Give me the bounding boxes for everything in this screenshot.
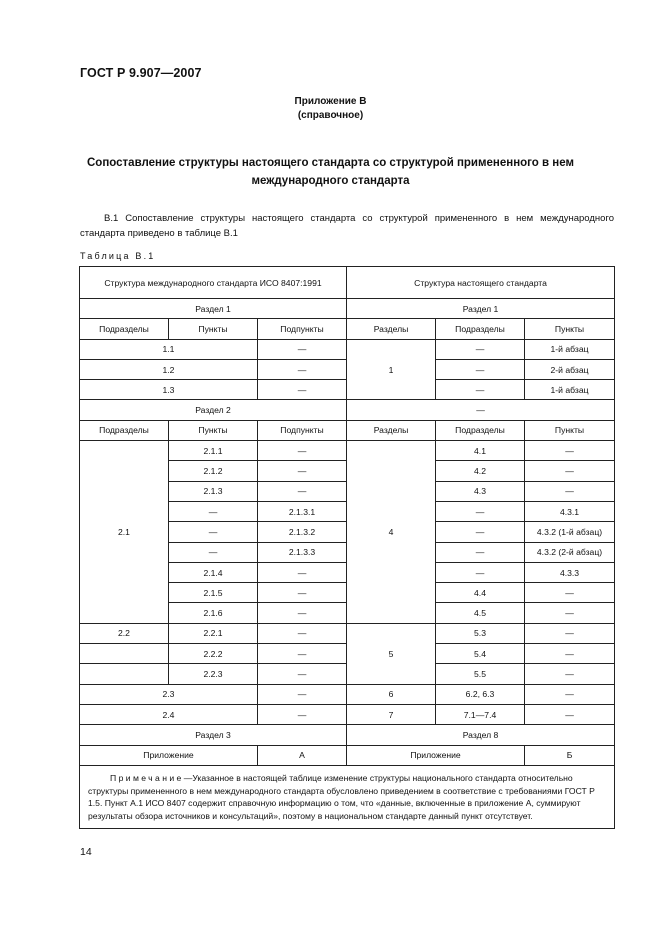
- cell: —: [258, 441, 347, 461]
- col-header: Подразделы: [436, 420, 525, 440]
- cell: —: [525, 644, 615, 664]
- cell: —: [525, 441, 615, 461]
- cell: —: [436, 562, 525, 582]
- cell: 5.3: [436, 623, 525, 643]
- table-row: [80, 745, 615, 765]
- col-header: Пункты: [525, 420, 615, 440]
- cell: 6: [347, 684, 436, 704]
- cell: 1.3: [80, 380, 258, 400]
- cell: 4.5: [436, 603, 525, 623]
- cell: —: [169, 542, 258, 562]
- cell: А: [258, 745, 347, 765]
- cell: —: [525, 623, 615, 643]
- col-header: Подразделы: [80, 420, 169, 440]
- appendix-subtitle: (справочное): [297, 110, 364, 121]
- col-header: Подразделы: [436, 319, 525, 339]
- cell: —: [258, 684, 347, 704]
- cell: 5.4: [436, 644, 525, 664]
- cell: —: [169, 522, 258, 542]
- comparison-table: [79, 266, 615, 829]
- cell: 2.1.6: [169, 603, 258, 623]
- cell: 4.4: [436, 583, 525, 603]
- table-row: [80, 684, 615, 704]
- cell: Б: [525, 745, 615, 765]
- col-header: Пункты: [525, 319, 615, 339]
- note-title: Примечание: [110, 772, 184, 783]
- cell: —: [258, 583, 347, 603]
- nat-section-1: Раздел 1: [347, 299, 615, 319]
- cell: —: [258, 664, 347, 684]
- note-text: —Указанное в настоящей таблице изменение структуры национального стандарта относительно структуры примененного в нем международного стандарта обусловлено приведением в соответствие с требованиями ГОСТ Р 1.5. Пункт А.1 ИСО 8407 содержит справочную информацию о том, что «данные, включенные в приложение А, суммируют результаты обзора источников и консультаций», поэтому в национальном стандарте данный пункт отсутствует.: [88, 772, 595, 822]
- cell: 6.2, 6.3: [436, 684, 525, 704]
- cell: 2.3: [80, 684, 258, 704]
- cell: 5: [347, 623, 436, 684]
- cell: 2.1.1: [169, 441, 258, 461]
- iso-section-1: Раздел 1: [80, 299, 347, 319]
- cell: —: [258, 562, 347, 582]
- page-number: 14: [80, 846, 92, 858]
- col-header: Пункты: [169, 420, 258, 440]
- header-iso: Структура международного стандарта ИСО 8407:1991: [80, 267, 347, 299]
- cell: 2-й абзац: [525, 359, 615, 379]
- cell: 2.1: [80, 441, 169, 624]
- cell: —: [258, 339, 347, 359]
- table-row: [80, 704, 615, 724]
- intro-paragraph: [80, 211, 614, 241]
- cell: —: [525, 481, 615, 501]
- cell: —: [525, 684, 615, 704]
- section-heading-line2: международного стандарта: [251, 175, 410, 187]
- header-national: Структура настоящего стандарта: [347, 267, 615, 299]
- cell: 2.2.3: [169, 664, 258, 684]
- cell: 4.3.1: [525, 501, 615, 521]
- table-label: Таблица В.1: [80, 251, 156, 261]
- section-heading-line1: Сопоставление структуры настоящего стандарта со структурой примененного в нем: [87, 157, 574, 169]
- cell: 4.3.2 (1-й абзац): [525, 522, 615, 542]
- cell: —: [258, 380, 347, 400]
- cell: —: [436, 522, 525, 542]
- col-header: Подпункты: [258, 319, 347, 339]
- cell: 1: [347, 339, 436, 400]
- cell: [80, 664, 169, 684]
- cell: 2.2.1: [169, 623, 258, 643]
- cell: —: [436, 501, 525, 521]
- cell: 1-й абзац: [525, 380, 615, 400]
- cell: 2.2: [80, 623, 169, 643]
- cell: —: [258, 603, 347, 623]
- iso-section-3: Раздел 3: [80, 725, 347, 745]
- col-header: Разделы: [347, 420, 436, 440]
- table-row: [80, 339, 615, 359]
- cell: 4.1: [436, 441, 525, 461]
- cell: 4.2: [436, 461, 525, 481]
- cell: 4.3.3: [525, 562, 615, 582]
- cell: 4: [347, 441, 436, 624]
- cell: 2.2.2: [169, 644, 258, 664]
- nat-section-2: —: [347, 400, 615, 420]
- cell: —: [525, 583, 615, 603]
- cell: —: [436, 339, 525, 359]
- cell: —: [258, 644, 347, 664]
- col-header: Подпункты: [258, 420, 347, 440]
- cell: —: [258, 623, 347, 643]
- table-row: [80, 623, 615, 643]
- col-header: Пункты: [169, 319, 258, 339]
- cell: 2.1.4: [169, 562, 258, 582]
- cell: 7.1—7.4: [436, 704, 525, 724]
- intro-paragraph-text: В.1 Сопоставление структуры настоящего стандарта со структурой примененного в нем международного стандарта приведено в таблице В.1: [80, 213, 614, 239]
- cell: 1-й абзац: [525, 339, 615, 359]
- appendix-title: Приложение В: [294, 96, 367, 107]
- cell: 4.3.2 (2-й абзац): [525, 542, 615, 562]
- cell: Приложение: [80, 745, 258, 765]
- iso-section-2: Раздел 2: [80, 400, 347, 420]
- cell: —: [436, 542, 525, 562]
- cell: 2.1.3: [169, 481, 258, 501]
- cell: 2.1.2: [169, 461, 258, 481]
- cell: 7: [347, 704, 436, 724]
- cell: 1.2: [80, 359, 258, 379]
- cell: 5.5: [436, 664, 525, 684]
- cell: —: [525, 461, 615, 481]
- cell: 2.4: [80, 704, 258, 724]
- cell: —: [525, 603, 615, 623]
- col-header: Подразделы: [80, 319, 169, 339]
- table-note: [80, 765, 615, 828]
- cell: —: [436, 359, 525, 379]
- cell: 2.1.3.3: [258, 542, 347, 562]
- cell: Приложение: [347, 745, 525, 765]
- cell: [80, 644, 169, 664]
- cell: 2.1.3.2: [258, 522, 347, 542]
- cell: 2.1.3.1: [258, 501, 347, 521]
- cell: —: [169, 501, 258, 521]
- cell: —: [525, 704, 615, 724]
- cell: —: [258, 359, 347, 379]
- cell: —: [258, 704, 347, 724]
- nat-section-8: Раздел 8: [347, 725, 615, 745]
- cell: —: [525, 664, 615, 684]
- cell: —: [258, 481, 347, 501]
- document-code: ГОСТ Р 9.907—2007: [80, 66, 202, 80]
- cell: 4.3: [436, 481, 525, 501]
- cell: 2.1.5: [169, 583, 258, 603]
- col-header: Разделы: [347, 319, 436, 339]
- cell: —: [436, 380, 525, 400]
- cell: 1.1: [80, 339, 258, 359]
- cell: —: [258, 461, 347, 481]
- table-row: [80, 441, 615, 461]
